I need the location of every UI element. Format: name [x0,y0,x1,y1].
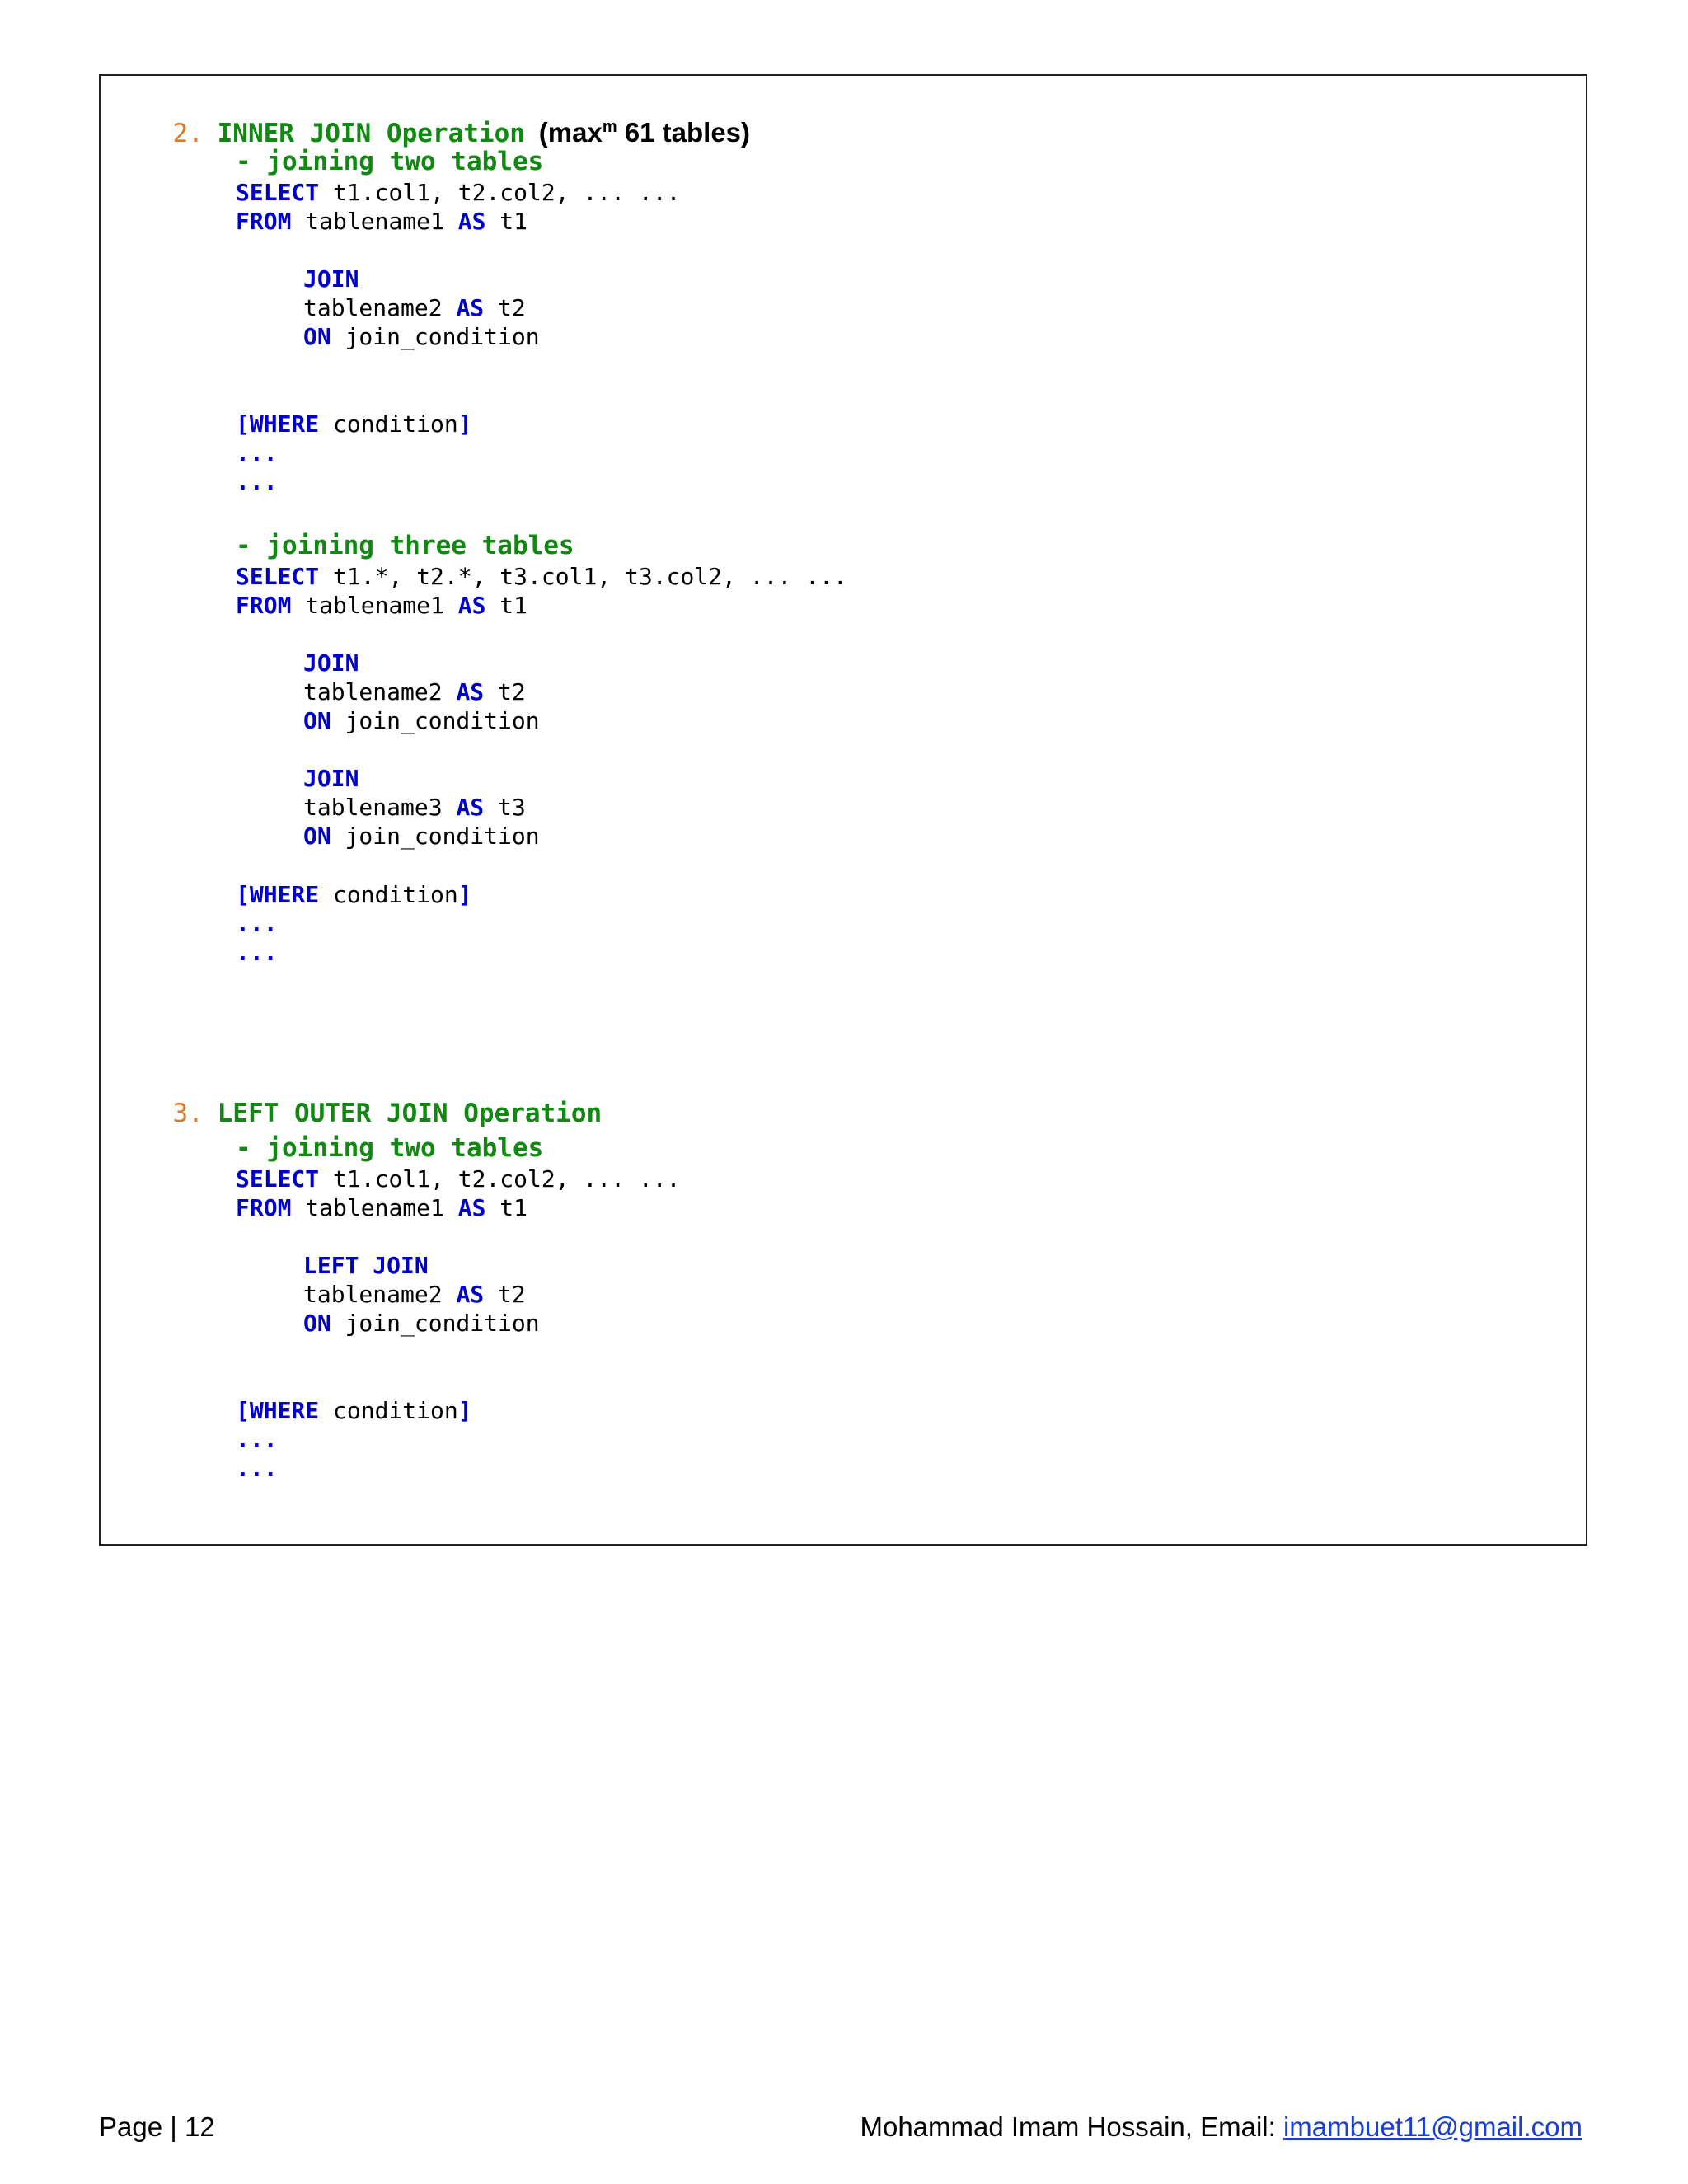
bracket-close: ] [457,881,472,908]
from-keyword: FROM [236,592,292,619]
join-table-line [303,793,526,823]
select-line [236,1165,680,1194]
from-table: tablename1 [291,1194,458,1221]
select-line [236,562,847,592]
from-table: tablename1 [291,592,458,619]
from-keyword: FROM [236,1194,292,1221]
section-3-title: LEFT OUTER JOIN Operation [217,1099,603,1128]
comment-two-tables: - joining two tables [236,1133,544,1163]
join-table: tablename3 [303,794,457,821]
comment-two-tables: - joining two tables [236,147,544,176]
as-keyword: AS [456,1281,485,1308]
bracket-open: [ [236,1397,250,1424]
join-table-line [303,677,526,707]
where-line [236,880,472,910]
note-superscript: m [602,118,617,136]
bracket-open: [ [236,881,250,908]
where-keyword: WHERE [249,881,320,908]
ellipsis: ... [236,910,278,937]
page-number: Page | 12 [99,2111,215,2142]
where-keyword: WHERE [249,410,320,438]
select-columns: t1.*, t2.*, t3.col1, t3.col2, ... ... [319,563,847,590]
join-keyword: JOIN [303,649,359,677]
as-keyword: AS [456,678,485,705]
join-table-line [303,1280,526,1310]
as-keyword: AS [457,592,486,619]
select-columns: t1.col1, t2.col2, ... ... [319,1165,681,1193]
as-keyword: AS [457,1194,486,1221]
code-listing-box [99,74,1587,1546]
on-keyword: ON [303,823,331,850]
bracket-close: ] [457,410,472,438]
on-line [303,822,540,851]
select-keyword: SELECT [236,563,320,590]
on-keyword: ON [303,323,331,350]
join-keyword: JOIN [303,265,359,293]
email-link[interactable]: imambuet11@gmail.com [1282,2111,1582,2142]
from-table: tablename1 [291,208,458,235]
section-2-title: INNER JOIN Operation [217,119,525,148]
join-table: tablename2 [303,1281,457,1308]
bracket-open: [ [236,410,250,438]
where-condition: condition [319,881,458,908]
join-alias: t2 [484,1281,526,1308]
section-3-number: 3. [172,1099,204,1128]
on-condition: join_condition [331,823,540,850]
select-keyword: SELECT [236,179,320,206]
where-keyword: WHERE [249,1397,320,1424]
where-condition: condition [319,1397,458,1424]
on-condition: join_condition [331,323,540,350]
as-keyword: AS [456,794,485,821]
join-table: tablename2 [303,294,457,321]
section-2-number: 2. [172,119,204,148]
on-line [303,706,540,736]
on-keyword: ON [303,1310,331,1337]
join-alias: t3 [484,794,526,821]
ellipsis: ... [236,939,278,966]
from-line [236,591,528,621]
note-prefix: (max [538,117,603,148]
where-line [236,410,472,439]
from-line [236,207,528,237]
author-name: Mohammad Imam Hossain, Email: [860,2111,1283,2142]
ellipsis: ... [236,439,278,466]
bracket-close: ] [457,1397,472,1424]
select-columns: t1.col1, t2.col2, ... ... [319,179,681,206]
table-alias: t1 [485,208,528,235]
on-line [303,1309,540,1338]
ellipsis: ... [236,468,278,495]
comment-three-tables: - joining three tables [236,531,574,560]
where-line [236,1396,472,1426]
on-keyword: ON [303,707,331,734]
join-alias: t2 [484,294,526,321]
on-condition: join_condition [331,707,540,734]
join-alias: t2 [484,678,526,705]
where-condition: condition [319,410,458,438]
left-join-keyword: LEFT JOIN [303,1252,429,1279]
note-suffix: 61 tables) [617,117,751,148]
ellipsis: ... [236,1426,278,1453]
table-alias: t1 [485,592,528,619]
ellipsis: ... [236,1455,278,1482]
select-keyword: SELECT [236,1165,320,1193]
from-keyword: FROM [236,208,292,235]
on-condition: join_condition [331,1310,540,1337]
as-keyword: AS [456,294,485,321]
join-table-line [303,293,526,323]
on-line [303,322,540,352]
author-footer [860,2111,1582,2143]
join-table: tablename2 [303,678,457,705]
join-keyword: JOIN [303,765,359,792]
from-line [236,1193,528,1223]
as-keyword: AS [457,208,486,235]
section-2-note [539,117,750,148]
table-alias: t1 [485,1194,528,1221]
select-line [236,178,680,208]
